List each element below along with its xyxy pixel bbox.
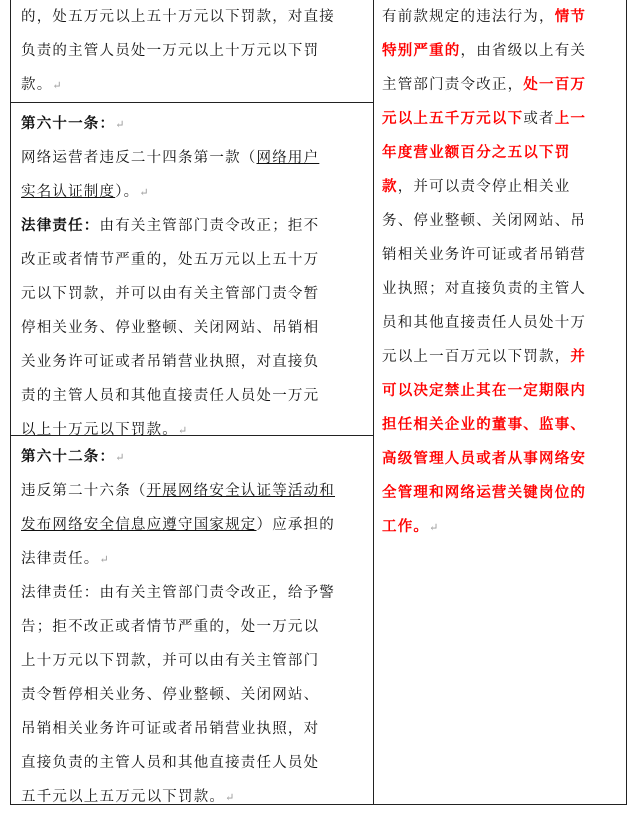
text-line: 高级管理人员或者从事网络安 xyxy=(382,450,587,467)
liability-label: 法律责任： xyxy=(21,217,100,234)
text-line: 特别严重的，由省级以上有关 xyxy=(382,42,587,59)
text-line: 停相关业务、停业整顿、关闭网站、吊销相 xyxy=(21,320,320,336)
clause-reference: 网络用户 xyxy=(256,150,320,166)
text-line: 元以上五千万元以下或者上一 xyxy=(382,110,587,127)
text-line: 元以上一百万元以下罚款，并 xyxy=(382,348,587,365)
text-line: 负责的主管人员处一万元以上十万元以下罚 xyxy=(21,43,320,59)
text-line: 款，并可以责令停止相关业 xyxy=(382,178,571,195)
text-line: 责令暂停相关业务、停业整顿、关闭网站、 xyxy=(21,687,320,703)
return-mark: ↵ xyxy=(52,79,63,92)
clause-reference: 实名认证制度 xyxy=(21,184,116,200)
text-line: 务、停业整顿、关闭网站、吊 xyxy=(382,213,587,229)
cell-article-62 xyxy=(11,435,373,805)
clause-reference: 开展网络安全认证等活动和 xyxy=(146,483,336,499)
text-line: 销相关业务许可证或者吊销营 xyxy=(382,247,587,263)
cell-article-61 xyxy=(11,102,373,438)
clause-reference: 发布网络安全信息应遵守国家规定 xyxy=(21,517,257,533)
article-heading: 第六十一条：↵ xyxy=(21,115,126,132)
cell-penalty-text xyxy=(374,0,626,805)
text-line: 发布网络安全信息应遵守国家规定）应承担的 xyxy=(21,517,335,533)
text-line: 员和其他直接责任人员处十万 xyxy=(382,315,587,331)
text-line: 有前款规定的违法行为，情节 xyxy=(382,8,587,25)
text-line: 的，处五万元以上五十万元以下罚款，对直接 xyxy=(21,9,335,25)
text-line: 网络运营者违反二十四条第一款（网络用户 xyxy=(21,150,320,166)
cell-continuation xyxy=(11,0,373,102)
text-line: 以上十万元以下罚款。↵ xyxy=(21,422,189,438)
text-line: 可以决定禁止其在一定期限内 xyxy=(382,382,587,399)
text-line: 主管部门责令改正，处一百万 xyxy=(382,76,587,93)
text-line: 款。↵ xyxy=(21,77,63,93)
text-line: 改正或者情节严重的，处五万元以上五十万 xyxy=(21,252,320,268)
text-line: 法律责任：由有关主管部门责令改正；拒不 xyxy=(21,217,320,234)
left-column xyxy=(10,0,374,805)
text-line: 担任相关企业的董事、监事、 xyxy=(382,416,587,433)
text-line: 实名认证制度）。↵ xyxy=(21,184,150,200)
text-line: 年度营业额百分之五以下罚 xyxy=(382,144,571,161)
article-heading: 第六十二条：↵ xyxy=(21,448,126,465)
text-line: 责的主管人员和其他直接责任人员处一万元 xyxy=(21,388,320,404)
text-line: 告；拒不改正或者情节严重的，处一万元以 xyxy=(21,619,320,635)
text-line: 吊销相关业务许可证或者吊销营业执照，对 xyxy=(21,721,320,737)
text-line: 关业务许可证或者吊销营业执照，对直接负 xyxy=(21,354,320,370)
text-line: 法律责任：由有关主管部门责令改正，给予警 xyxy=(21,585,335,601)
text-line: 五千元以上五万元以下罚款。↵ xyxy=(21,789,236,805)
text-line: 元以下罚款，并可以由有关主管部门责令暂 xyxy=(21,286,320,302)
text-line: 全管理和网络运营关键岗位的 xyxy=(382,484,587,501)
text-line: 违反第二十六条（开展网络安全认证等活动和 xyxy=(21,483,336,499)
text-line: 直接负责的主管人员和其他直接责任人员处 xyxy=(21,755,320,771)
text-line: 上十万元以下罚款，并可以由有关主管部门 xyxy=(21,653,320,669)
text-line: 法律责任。↵ xyxy=(21,551,110,567)
text-line: 工作。↵ xyxy=(382,518,440,535)
right-column xyxy=(373,0,627,805)
text-line: 业执照；对直接负责的主管人 xyxy=(382,281,587,297)
